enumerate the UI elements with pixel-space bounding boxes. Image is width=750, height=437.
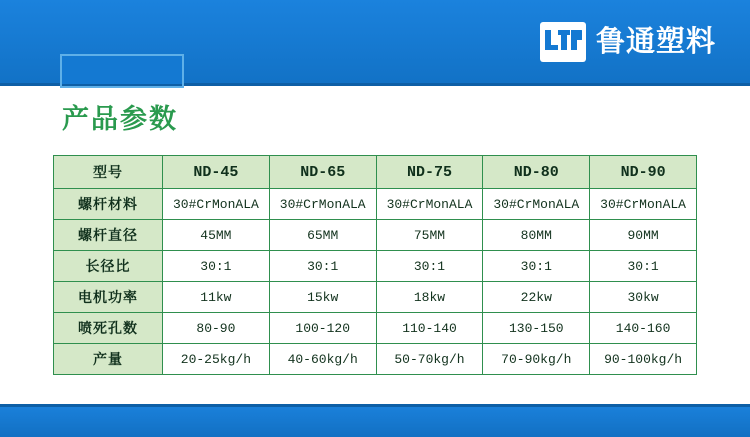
table-cell: 18kw [376, 282, 483, 313]
table-cell: 30#CrMonALA [376, 189, 483, 220]
column-header-model: ND-75 [376, 156, 483, 189]
table-cell: 11kw [163, 282, 270, 313]
table-cell: 30#CrMonALA [163, 189, 270, 220]
table-row [54, 189, 697, 220]
table-cell: 80MM [483, 220, 590, 251]
table-cell: 110-140 [376, 313, 483, 344]
table-cell: 45MM [163, 220, 270, 251]
table-cell: 90-100kg/h [590, 344, 697, 375]
table-cell: 130-150 [483, 313, 590, 344]
row-header-label: 电机功率 [54, 282, 163, 313]
table-cell: 100-120 [269, 313, 376, 344]
table-cell: 30kw [590, 282, 697, 313]
table-cell: 30#CrMonALA [483, 189, 590, 220]
table-cell: 50-70kg/h [376, 344, 483, 375]
table-cell: 40-60kg/h [269, 344, 376, 375]
column-header-model: ND-90 [590, 156, 697, 189]
table-row [54, 251, 697, 282]
table-cell: 75MM [376, 220, 483, 251]
table-cell: 70-90kg/h [483, 344, 590, 375]
table-row [54, 220, 697, 251]
row-header-label: 螺杆材料 [54, 189, 163, 220]
row-header-label: 螺杆直径 [54, 220, 163, 251]
table-row [54, 344, 697, 375]
table-cell: 140-160 [590, 313, 697, 344]
row-header-label: 喷死孔数 [54, 313, 163, 344]
title-frame-mask [62, 56, 182, 84]
table-row [54, 313, 697, 344]
row-header-label: 长径比 [54, 251, 163, 282]
table-cell: 30#CrMonALA [590, 189, 697, 220]
table-row [54, 282, 697, 313]
column-header-model: ND-65 [269, 156, 376, 189]
table-cell: 30:1 [483, 251, 590, 282]
ltp-logo-icon [540, 22, 586, 62]
table-cell: 90MM [590, 220, 697, 251]
table-cell: 30:1 [163, 251, 270, 282]
row-header-label: 产量 [54, 344, 163, 375]
brand-name: 鲁通塑料 [595, 26, 716, 58]
table-header-row [54, 156, 697, 189]
table-cell: 20-25kg/h [163, 344, 270, 375]
table-cell: 30:1 [376, 251, 483, 282]
column-header-model: ND-45 [163, 156, 270, 189]
brand-block [540, 22, 716, 62]
spec-table-wrap [53, 155, 697, 375]
column-header-model: ND-80 [483, 156, 590, 189]
spec-table [53, 155, 697, 375]
table-cell: 30:1 [590, 251, 697, 282]
row-header-model: 型号 [54, 156, 163, 189]
footer-bar [0, 407, 750, 437]
table-cell: 30#CrMonALA [269, 189, 376, 220]
table-cell: 80-90 [163, 313, 270, 344]
table-cell: 15kw [269, 282, 376, 313]
table-cell: 65MM [269, 220, 376, 251]
page-title: 产品参数 [62, 104, 178, 134]
table-cell: 22kw [483, 282, 590, 313]
table-cell: 30:1 [269, 251, 376, 282]
